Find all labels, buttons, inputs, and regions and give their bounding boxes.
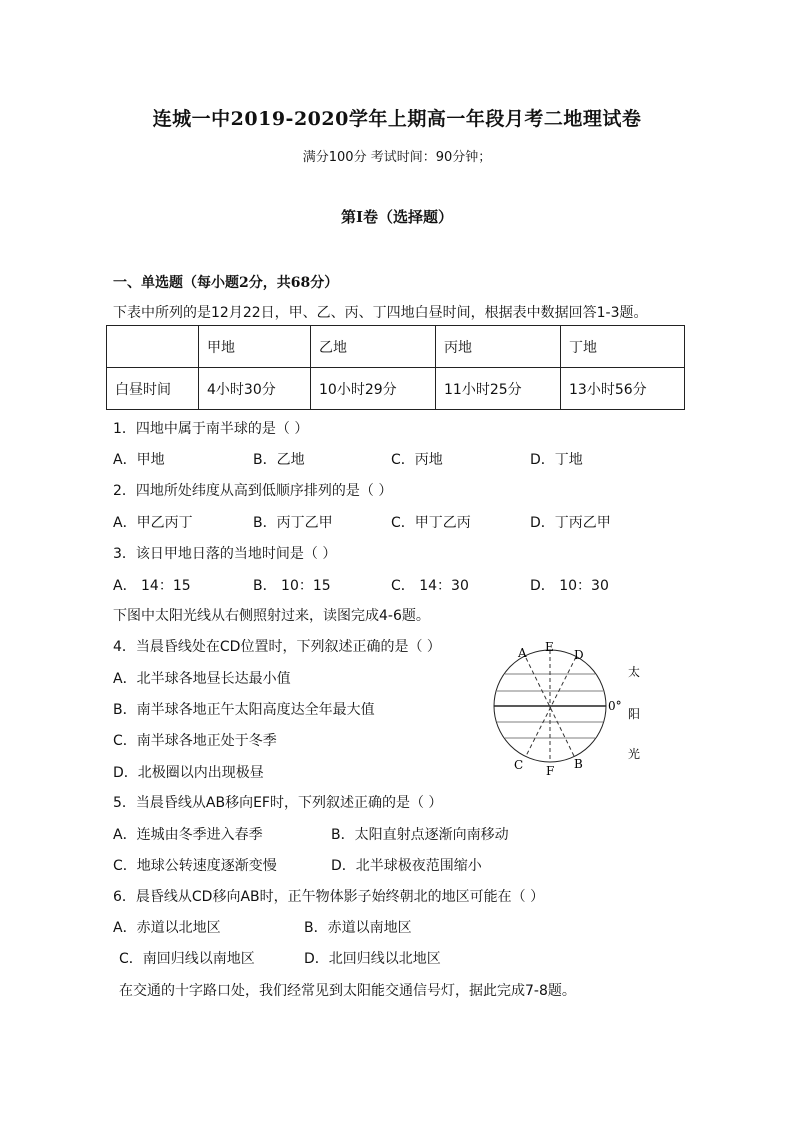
question-6-stem: 6．晨昏线从CD移向AB时，正午物体影子始终朝北的地区可能在（ ） [113, 889, 545, 905]
table-cell: 乙地 [311, 326, 436, 368]
question-1-option-d: D．丁地 [530, 452, 583, 468]
section-heading: 一、单选题（每小题2分，共68分） [113, 275, 339, 291]
label-f: F [546, 764, 555, 778]
question-2-option-c: C．甲丁乙丙 [391, 515, 471, 531]
question-1-option-b: B．乙地 [253, 452, 305, 468]
table-cell [107, 326, 199, 368]
question-3-option-d: D． 10：30 [530, 578, 609, 594]
question-4-stem: 4．当晨昏线处在CD位置时，下列叙述正确的是（ ） [113, 639, 441, 655]
table-cell: 10小时29分 [311, 368, 436, 410]
table-cell: 丙地 [436, 326, 561, 368]
question-1-option-c: C．丙地 [391, 452, 443, 468]
table-cell: 白昼时间 [107, 368, 199, 410]
sun-label-3: 光 [628, 747, 641, 761]
sun-label-2: 阳 [628, 707, 641, 721]
question-6-option-c: C．南回归线以南地区 [119, 951, 255, 967]
question-3-option-b: B． 10：15 [253, 578, 331, 594]
question-4-option-c: C．南半球各地正处于冬季 [113, 733, 277, 749]
table-cell: 11小时25分 [436, 368, 561, 410]
label-e: E [545, 640, 554, 654]
question-2-stem: 2．四地所处纬度从高到低顺序排列的是（ ） [113, 483, 393, 499]
question-2-option-b: B．丙丁乙甲 [253, 515, 333, 531]
label-c: C [514, 758, 524, 772]
label-d: D [574, 648, 584, 662]
label-b: B [574, 757, 583, 771]
table-cell: 甲地 [199, 326, 311, 368]
question-2-option-d: D．丁丙乙甲 [530, 515, 611, 531]
question-5-option-d: D．北半球极夜范围缩小 [331, 858, 482, 874]
volume-title: 第I卷（选择题） [340, 208, 454, 226]
table-header-row [107, 326, 685, 368]
question-5-option-a: A．连城由冬季进入春季 [113, 827, 263, 843]
question-2-option-a: A．甲乙丙丁 [113, 515, 193, 531]
page-title: 连城一中2019-2020学年上期高一年段月考二地理试卷 [152, 108, 642, 130]
earth-terminator-figure [480, 640, 660, 780]
question-6-option-b: B．赤道以南地区 [304, 920, 412, 936]
table-cell: 丁地 [561, 326, 685, 368]
table-cell: 13小时56分 [561, 368, 685, 410]
intro-1-3: 下表中所列的是12月22日，甲、乙、丙、丁四地白昼时间，根据表中数据回答1-3题。 [113, 305, 648, 321]
question-1-stem: 1．四地中属于南半球的是（ ） [113, 421, 309, 437]
sun-label-1: 太 [628, 665, 641, 679]
question-4-option-a: A．北半球各地昼长达最小值 [113, 671, 291, 687]
question-5-option-c: C．地球公转速度逐渐变慢 [113, 858, 277, 874]
exam-info: 满分100分 考试时间：90分钟； [302, 150, 492, 165]
daylight-table [106, 325, 685, 410]
label-equator-0: 0° [608, 699, 622, 713]
question-5-option-b: B．太阳直射点逐渐向南移动 [331, 827, 509, 843]
question-3-option-a: A． 14：15 [113, 578, 191, 594]
label-a: A [518, 646, 527, 660]
question-4-option-b: B．南半球各地正午太阳高度达全年最大值 [113, 702, 375, 718]
question-3-option-c: C． 14：30 [391, 578, 469, 594]
table-cell: 4小时30分 [199, 368, 311, 410]
question-6-option-a: A．赤道以北地区 [113, 920, 221, 936]
question-6-option-d: D．北回归线以北地区 [304, 951, 441, 967]
question-3-stem: 3．该日甲地日落的当地时间是（ ） [113, 546, 337, 562]
question-5-stem: 5．当晨昏线从AB移向EF时，下列叙述正确的是（ ） [113, 795, 443, 811]
intro-4-6: 下图中太阳光线从右侧照射过来，读图完成4-6题。 [113, 608, 430, 624]
question-1-option-a: A．甲地 [113, 452, 165, 468]
question-4-option-d: D．北极圈以内出现极昼 [113, 765, 264, 781]
intro-7-8: 在交通的十字路口处，我们经常见到太阳能交通信号灯，据此完成7-8题。 [119, 983, 576, 999]
table-row [107, 368, 685, 410]
